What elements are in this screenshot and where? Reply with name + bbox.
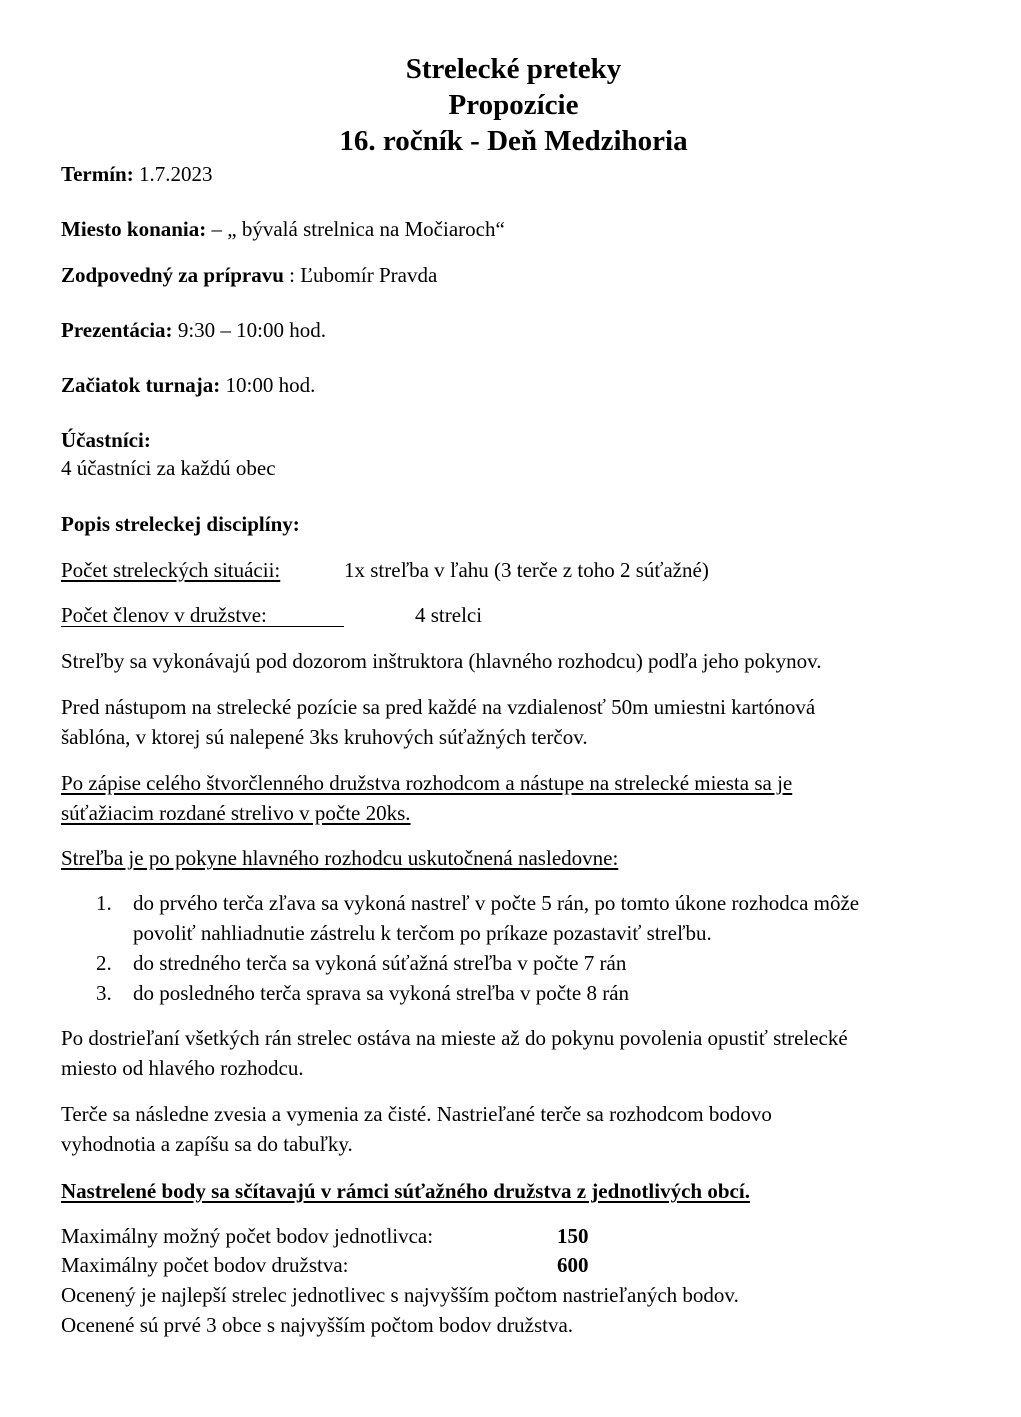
miesto-value: – „ bývalá strelnica na Močiaroch“ [206, 217, 505, 241]
max-individual-row [61, 1223, 661, 1249]
max-individual-value: 150 [557, 1224, 589, 1248]
paragraph-5-line-2: miesto od hlavého rozhodcu. [61, 1056, 304, 1080]
list-item-text: do posledného terča sprava sa vykoná streľba v počte 8 rán [133, 981, 630, 1005]
paragraph-4: Streľba je po pokyne hlavného rozhodcu uskutočnená nasledovne: [61, 846, 619, 870]
bold-note: Nastrelené body sa sčítavajú v rámci súťažného družstva z jednotlivých obcí. [61, 1179, 750, 1203]
zodpovedny-label: Zodpovedný za prípravu [61, 263, 284, 287]
clenov-label: Počet členov v družstve: [61, 604, 344, 627]
paragraph-2-line-1: Pred nástupom na strelecké pozície sa pred každé na vzdialenosť 50m umiestni kartónová [61, 695, 816, 719]
max-team-row [61, 1252, 661, 1278]
paragraph-5-line-1: Po dostrieľaní všetkých rán strelec ostáva na mieste až do pokynu povolenia opustiť strelecké [61, 1026, 848, 1050]
clenov-row [61, 602, 483, 628]
award-individual: Ocenený je najlepší strelec jednotlivec s najvyšším počtom nastrieľaných bodov. [61, 1283, 739, 1307]
list-item-text: povoliť nahliadnutie zástrelu k terčom po príkaze pozastaviť streľbu. [133, 921, 712, 945]
miesto-row [61, 216, 505, 242]
discipline-heading: Popis streleckej disciplíny: [61, 512, 300, 536]
max-individual-label: Maximálny možný počet bodov jednotlivca: [61, 1224, 434, 1248]
list-item-number: 3. [96, 981, 112, 1005]
list-item-text: do stredného terča sa vykoná súťažná streľba v počte 7 rán [133, 951, 627, 975]
list-item-number: 2. [96, 951, 112, 975]
prezentacia-label: Prezentácia: [61, 318, 173, 342]
situacie-row [61, 557, 709, 583]
paragraph-6-line-1: Terče sa následne zvesia a vymenia za čisté. Nastrieľané terče sa rozhodcom bodovo [61, 1102, 772, 1126]
termin-row [61, 161, 212, 187]
termin-label: Termín: [61, 162, 134, 186]
max-team-value: 600 [557, 1253, 589, 1277]
zodpovedny-value: : Ľubomír Pravda [283, 263, 438, 287]
prezentacia-row [61, 317, 326, 343]
title-line-3: 16. ročník - Deň Medzihoria [339, 125, 688, 157]
zodpovedny-row [61, 262, 437, 288]
prezentacia-value: 9:30 – 10:00 hod. [172, 318, 326, 342]
zaciatok-value: 10:00 hod. [220, 373, 316, 397]
title-line-1: Strelecké preteky [405, 53, 622, 85]
title-line-2: Propozície [448, 89, 579, 121]
paragraph-2-line-2: šablóna, v ktorej sú nalepené 3ks kruhových súťažných terčov. [61, 725, 588, 749]
termin-value: 1.7.2023 [133, 162, 213, 186]
clenov-value: 4 strelci [415, 603, 483, 627]
zaciatok-row [61, 372, 315, 398]
list-item-number: 1. [96, 891, 112, 915]
zaciatok-label: Začiatok turnaja: [61, 373, 221, 397]
situacie-label: Počet streleckých situácii: [61, 558, 281, 582]
ucastnici-label: Účastníci: [61, 428, 151, 452]
max-team-label: Maximálny počet bodov družstva: [61, 1253, 349, 1277]
paragraph-3-line-2: súťažiacim rozdané strelivo v počte 20ks. [61, 801, 411, 825]
award-team: Ocenené sú prvé 3 obce s najvyšším počtom bodov družstva. [61, 1313, 574, 1337]
list-item-text: do prvého terča zľava sa vykoná nastreľ v počte 5 rán, po tomto úkone rozhodca môže [133, 891, 860, 915]
paragraph-1: Streľby sa vykonávajú pod dozorom inštruktora (hlavného rozhodcu) podľa jeho pokynov. [61, 649, 822, 673]
miesto-label: Miesto konania: [61, 217, 207, 241]
situacie-value: 1x streľba v ľahu (3 terče z toho 2 súťažné) [344, 558, 709, 582]
paragraph-6-line-2: vyhodnotia a zapíšu sa do tabuľky. [61, 1132, 353, 1156]
ucastnici-value: 4 účastníci za každú obec [61, 456, 276, 480]
paragraph-3-line-1: Po zápise celého štvorčlenného družstva rozhodcom a nástupe na strelecké miesta sa je [61, 771, 793, 795]
